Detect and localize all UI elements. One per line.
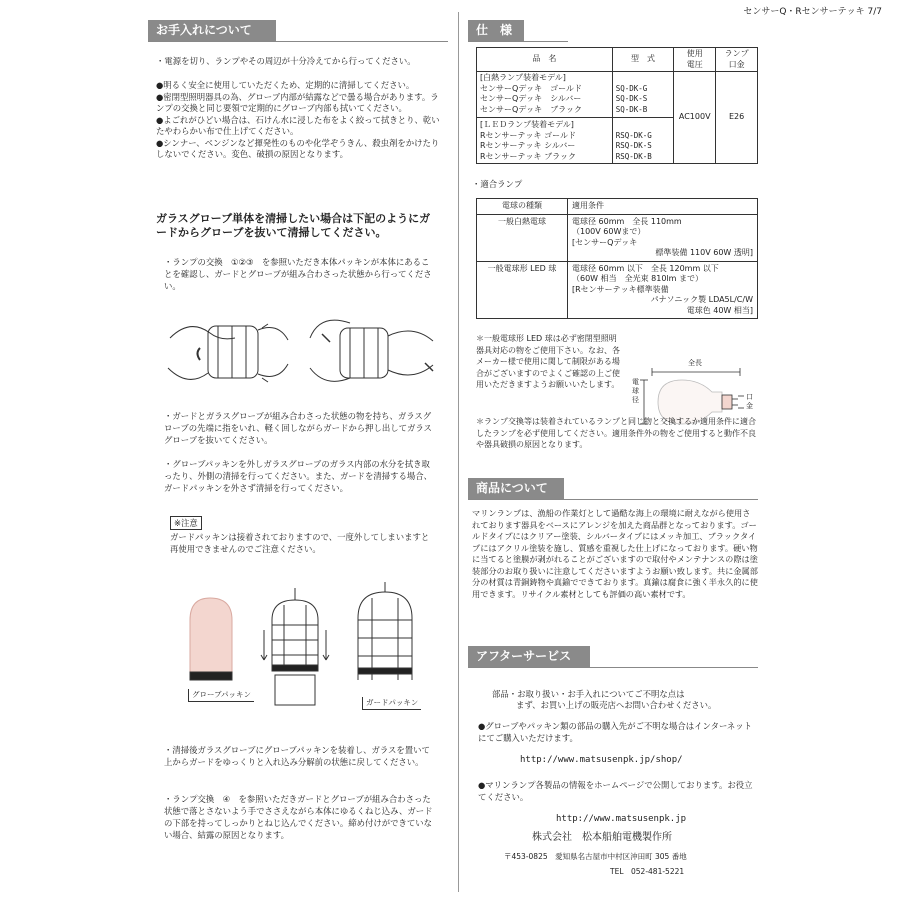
after-service-section-title: アフターサービス <box>468 646 590 667</box>
spec-model-code: RSQ-DK-B <box>615 151 652 161</box>
spec-section-title: 仕 様 <box>468 20 524 41</box>
lamp-cond-line: 電球色 40W 相当] <box>686 305 753 315</box>
lamp-cond-line: （100V 60Wまで） <box>572 227 646 236</box>
lamp-section-title: ・適合ランプ <box>472 179 523 189</box>
product-description: マリンランプは、漁船の作業灯として過酷な海上の環境に耐えながら使用されております器具をベースにアレンジを加えた商品群となっております。ゴールドタイプにはクリアー塗装、シルバータイプにはメッキ加工、ブラックタイプにはアクリル塗装を施し、質感を重視した仕上げになっております。硬い物に当てると塗膜が剥がれることがございますので取付やメンテナンスの際は塗装部分のお取り扱いに注意してくださいますようお願い致します。共に金属部分の材質は青銅鋳物や真鍮でできております。真鍮は腐食に強く半永久的に使用できます。リサイクル素材としても評価の高い素材です。 <box>472 508 758 599</box>
page-header-label: センサーQ・Rセンサーテッキ 7/7 <box>743 7 882 17</box>
bulb-diameter-label: 電球径 <box>632 378 639 404</box>
lamp-cond-line: 電球径 60mm 以下 全長 120mm 以下 <box>572 263 719 273</box>
after-line-1: 部品・お取り扱い・お手入れについてご不明な点は <box>492 689 685 699</box>
lamp-cond-line: （60W 相当 全光束 810lm まで） <box>572 274 704 283</box>
spec-model-code: SQ-DK-G <box>615 83 648 93</box>
spec-table <box>476 47 758 164</box>
caution-note <box>170 516 435 555</box>
spec-model-code: RSQ-DK-S <box>615 141 652 150</box>
spec-col-base: ランプ 口金 <box>716 48 758 72</box>
spec-group1-label: [白熱ランプ装着モデル] <box>480 73 566 82</box>
spec-product-name: センサーQデッキ シルバー <box>480 94 582 103</box>
spec-base-cell: E26 <box>716 72 758 164</box>
shop-url[interactable]: http://www.matsusenpk.jp/shop/ <box>520 755 683 765</box>
care-bullet: ●密閉型照明器具の為、グローブ内部が結露などで曇る場合があります。ランプの交換と同じ要領で定期的にグローブ内部も拭いてください。 <box>156 91 439 113</box>
globe-packing-label: グローブパッキン <box>188 689 254 702</box>
spec-col-model: 型 式 <box>612 48 674 72</box>
spec-col-voltage: 使用 電圧 <box>674 48 716 72</box>
bulb-base-label: 口金 <box>746 393 753 410</box>
spec-col-name: 品 名 <box>477 48 613 72</box>
after-title-underline <box>468 667 758 668</box>
care-title-underline <box>148 41 448 42</box>
lamp-cond-line: 標準装備 110V 60W 透明] <box>655 248 753 257</box>
lamp-row2-cond <box>568 261 758 319</box>
spec-title-underline <box>468 41 568 42</box>
spec-model-code: SQ-DK-B <box>615 104 648 114</box>
care-bullet: ●シンナー、ベンジンなど揮発性のものや化学ぞうきん、殺虫剤をかけたりしないでください。変色、破損の原因となります。 <box>156 137 440 159</box>
spec-group-divider <box>613 117 674 118</box>
spec-group-divider <box>477 117 612 118</box>
lamp-cond-line: [センサーQデッキ <box>572 237 638 247</box>
spec-model-code: RSQ-DK-G <box>615 130 652 140</box>
product-title-underline <box>468 499 758 500</box>
spec-product-name: Rセンサーテッキ ゴールド <box>480 130 576 140</box>
column-divider <box>458 12 459 892</box>
cleaning-step-3: ・グローブパッキンを外しガラスグローブのガラス内部の水分を拭き取ったり、外側の清掃を行ってください。また、ガードを清掃する場合、ガードパッキンを外さず清掃を行ってください。 <box>164 459 432 493</box>
bulb-length-label: 全長 <box>688 359 702 367</box>
spec-product-name: センサーQデッキ ゴールド <box>480 83 582 93</box>
after-bullet-1: ●グローブやパッキン類の部品の購入先がご不明な場合はインターネットにてご購入いただけます。 <box>478 721 753 743</box>
lamp-cond-line: [Rセンサーテッキ標準装備 <box>572 284 669 294</box>
product-section-title: 商品について <box>468 478 564 499</box>
care-bullet: ●よごれがひどい場合は、石けん水に浸した布をよく絞って拭きとり、乾いたやわらかい布で仕上げてください。 <box>156 114 440 136</box>
lamp-row1-cond <box>568 214 758 261</box>
lamp-head-type: 電球の種類 <box>477 199 568 215</box>
lamp-table <box>476 198 758 319</box>
cleaning-step-5: ・ランプ交換 ④ を参照いただきガードとグローブが組み合わさった状態で落とさないよう手でささえながら本体にゆるくねじ込み、ガードの下部を持ってしっかりとねじ込んでください。締め付けができていない場合、結露の原因となります。 <box>164 794 433 840</box>
spec-product-name: Rセンサーテッキ ブラック <box>480 151 576 161</box>
company-tel: TEL 052-481-5221 <box>610 867 685 876</box>
cleaning-step-2: ・ガードとガラスグローブが組み合わさった状態の物を持ち、ガラスグローブの先端に指をいれ、軽く回しながらガードから押し出してガラスグローブを抜いてください。 <box>164 411 432 445</box>
guard-packing-label: ガードパッキン <box>362 697 421 710</box>
spec-voltage-cell: AC100V <box>674 72 716 164</box>
lamp-row2-type: 一般電球形 LED 球 <box>477 261 568 319</box>
spec-product-name: センサーQデッキ ブラック <box>480 104 582 114</box>
lamp-row1-type: 一般白熱電球 <box>477 214 568 261</box>
homepage-url[interactable]: http://www.matsusenpk.jp <box>556 814 687 824</box>
company-address: 〒453-0825 愛知県名古屋市中村区沖田町 305 番地 <box>504 852 687 861</box>
care-bullet: ●明るく安全に使用していただくため、定期的に清掃してください。 <box>156 80 415 90</box>
glass-cleaning-heading: ガラスグローブ単体を清掃したい場合は下記のようにガードからグローブを抜いて清掃してください。 <box>156 212 431 239</box>
care-intro: ・電源を切り、ランプやその周辺が十分冷えてから行ってください。 <box>156 56 416 66</box>
lamp-cond-line: パナソニック製 LDA5L/C/W <box>650 295 753 304</box>
lamp-head-cond: 適用条件 <box>568 199 758 215</box>
spec-names-cell <box>477 72 613 164</box>
caution-text: ガードパッキンは接着されておりますので、一度外してしまいますと再使用できませんのでご注意ください。 <box>170 532 430 554</box>
cleaning-step-1: ・ランプの交換 ①②③ を参照いただき本体パッキンが本体にあることを確認し、ガードとグローブが組み合わさった状態から行ってください。 <box>164 257 432 291</box>
care-bullet-list <box>156 80 442 161</box>
spec-models-cell <box>612 72 674 164</box>
lamp-cond-line: 電球径 60mm 全長 110mm <box>572 216 682 226</box>
caution-label: ※注意 <box>170 516 202 530</box>
after-bullet-2: ●マリンランプ各製品の情報をホームページで公開しております。お役立てください。 <box>478 780 753 802</box>
lamp-note-1: ＊一般電球形 LED 球は必ず密閉型照明器具対応の物をご使用下さい。なお、各メーカー様で使用に関して制限がある場合がございますのでよくご確認の上ご使用いただきますようお願いいたします。 <box>476 334 620 389</box>
spec-group2-label: [ＬＥＤランプ装着モデル] <box>480 120 574 129</box>
spec-product-name: Rセンサーテッキ シルバー <box>480 141 576 150</box>
guard-removal-illustration <box>160 308 450 398</box>
after-line-2: まず、お買い上げの販売店へお問い合わせください。 <box>516 700 717 710</box>
spec-model-code: SQ-DK-S <box>615 94 648 103</box>
care-section-title: お手入れについて <box>148 20 276 41</box>
cleaning-step-4: ・清掃後ガラスグローブにグローブパッキンを装着し、ガラスを置いて上からガードをゆっくりと入れ込み分解前の状態に戻してください。 <box>164 745 430 767</box>
company-name: 株式会社 松本船舶電機製作所 <box>532 832 672 843</box>
lamp-note-2: ＊ランプ交換等は装着されているランプと同じ物と交換するか適用条件に適合したランプを必ず使用してください。適用条件外の物をご使用すると動作不良や器具破損の原因となります。 <box>476 417 756 449</box>
